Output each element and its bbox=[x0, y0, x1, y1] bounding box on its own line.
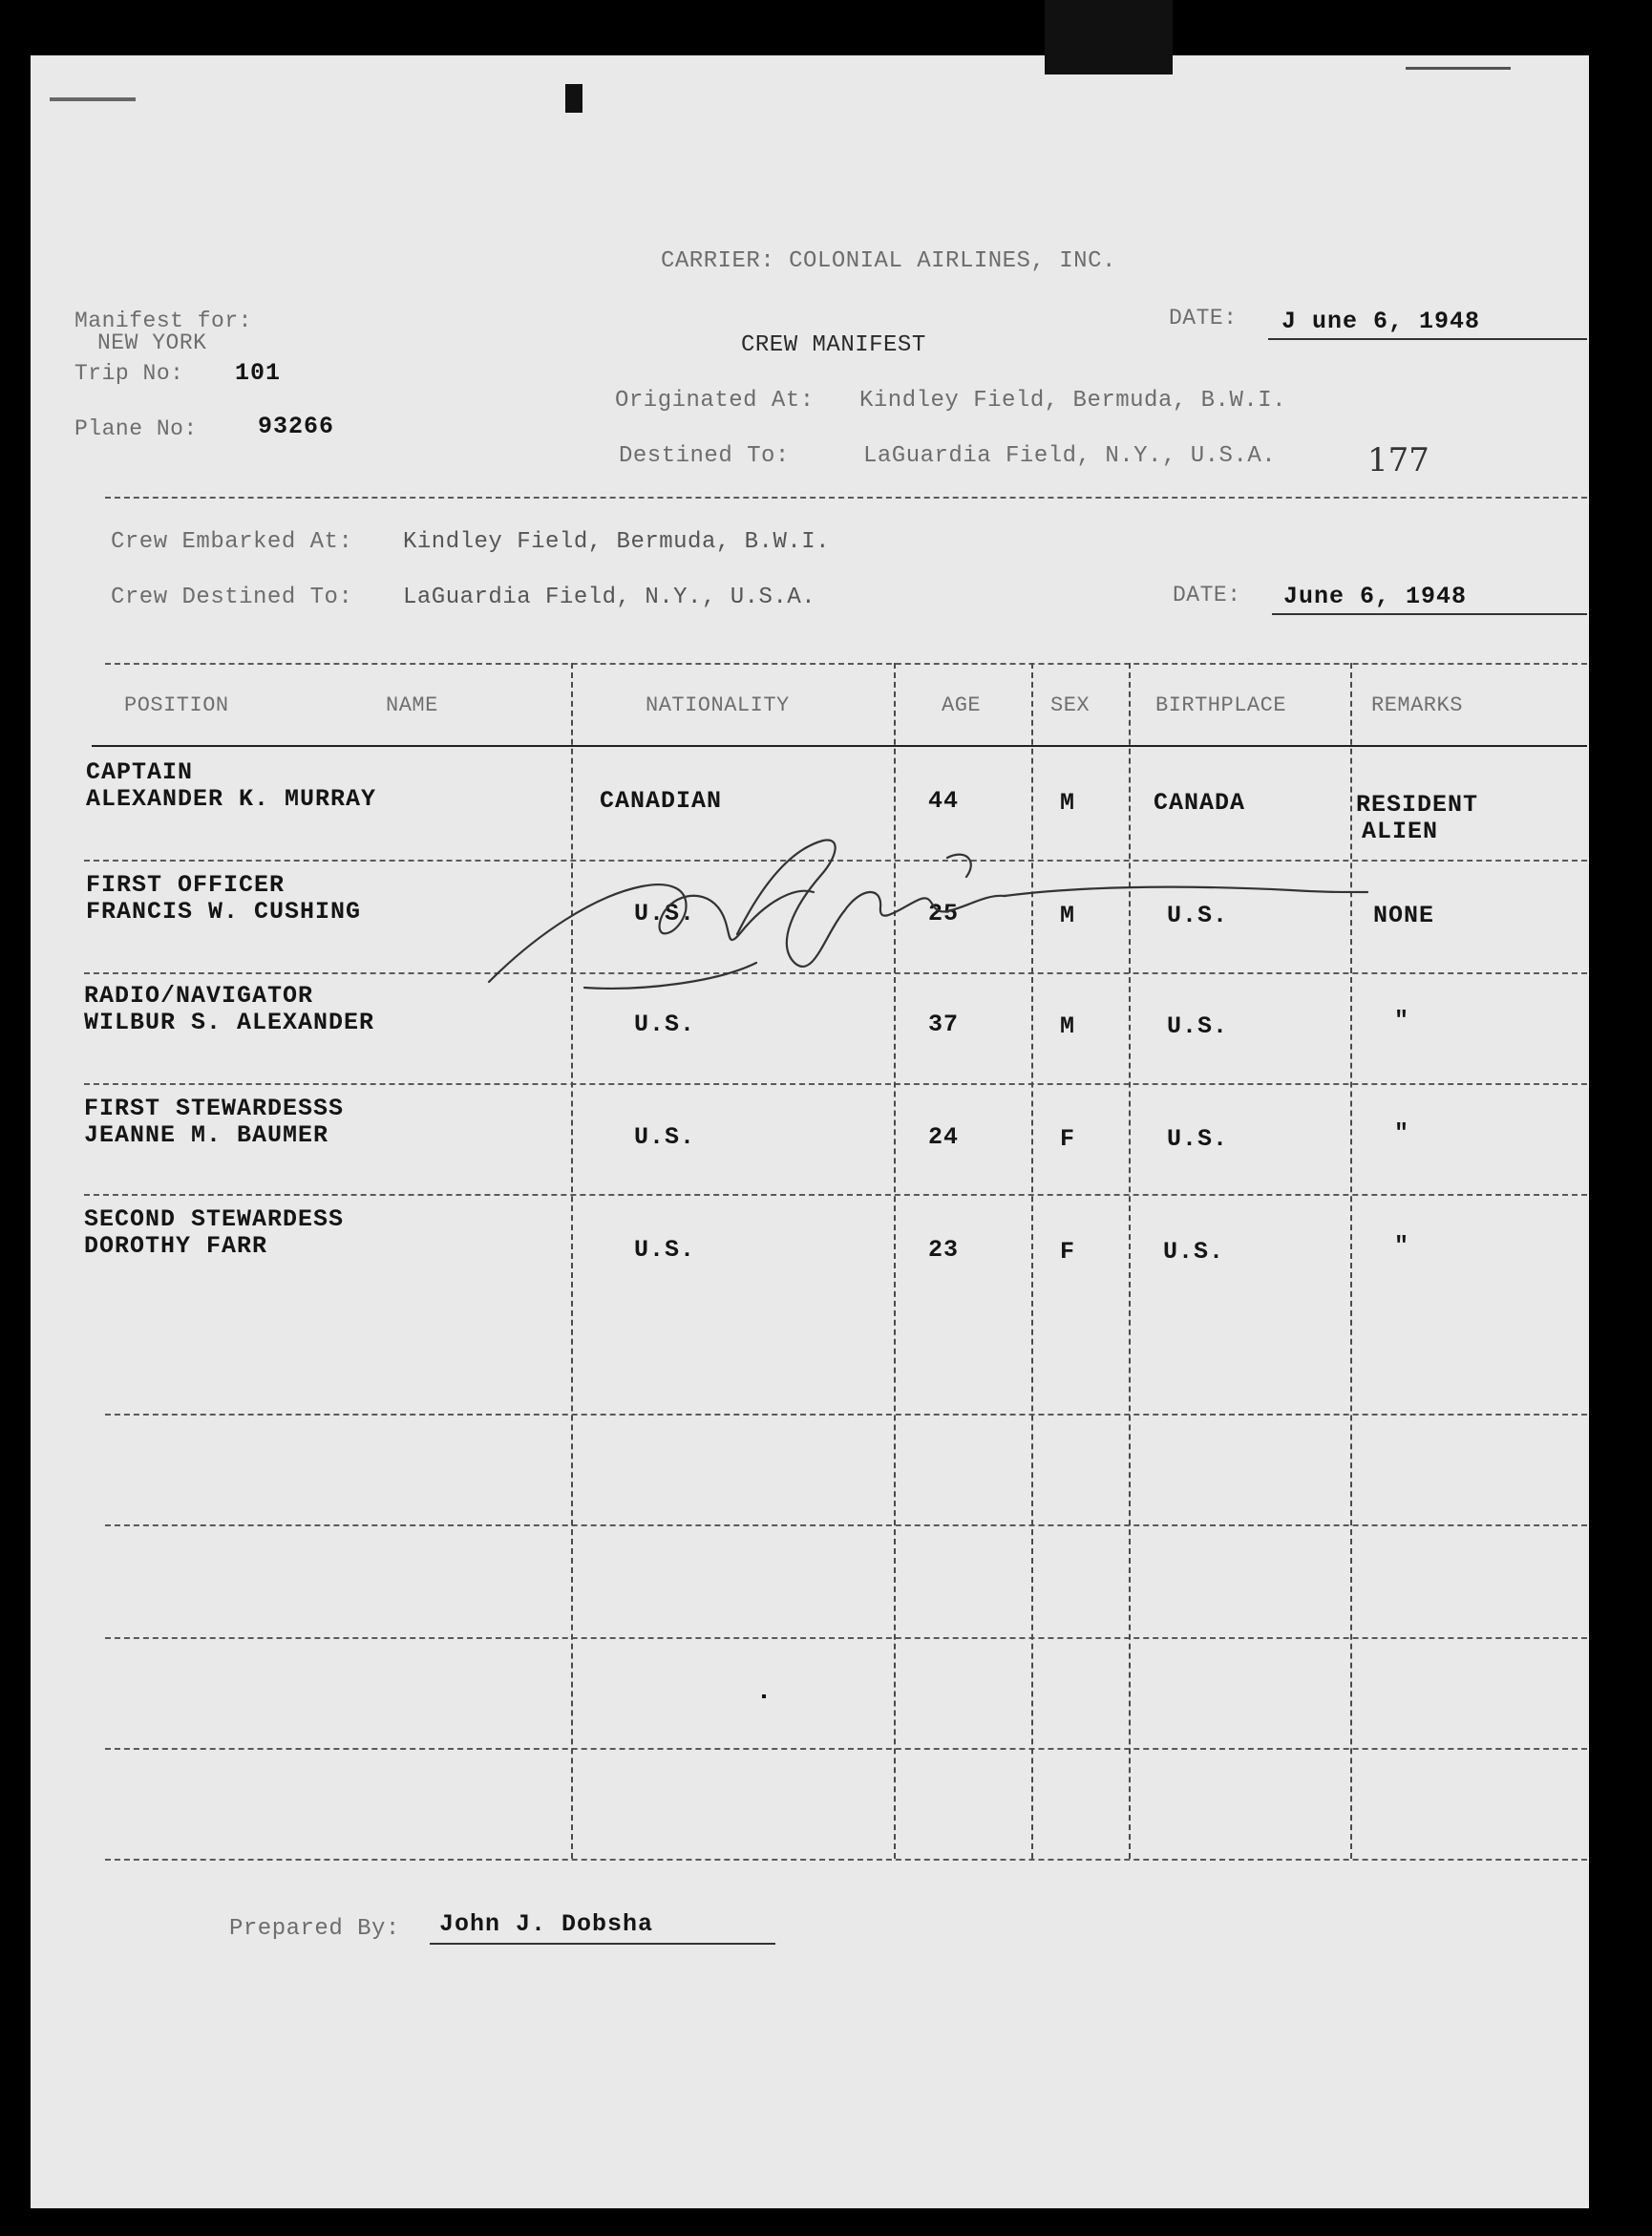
crew-destined-value: LaGuardia Field, N.Y., U.S.A. bbox=[403, 585, 816, 610]
header-nationality: NATIONALITY bbox=[646, 693, 790, 717]
manifest-for-value: NEW YORK bbox=[97, 330, 207, 355]
page-number: 177 bbox=[1367, 441, 1430, 479]
carrier-line: CARRIER: COLONIAL AIRLINES, INC. bbox=[661, 248, 1116, 274]
scan-artifact bbox=[1045, 0, 1173, 75]
row-3-remarks: " bbox=[1394, 1007, 1410, 1034]
header-remarks: REMARKS bbox=[1371, 693, 1463, 717]
row-4-remarks: " bbox=[1394, 1119, 1410, 1147]
row-3-position: RADIO/NAVIGATOR bbox=[84, 982, 314, 1010]
header-position: POSITION bbox=[124, 693, 229, 717]
divider-line bbox=[105, 497, 1587, 499]
row-4-name: JEANNE M. BAUMER bbox=[84, 1121, 329, 1149]
destined-value: LaGuardia Field, N.Y., U.S.A. bbox=[863, 443, 1277, 469]
row-line bbox=[105, 1859, 1587, 1861]
row-1-birthplace: CANADA bbox=[1154, 789, 1246, 817]
date-value: J une 6, 1948 bbox=[1281, 308, 1481, 335]
header-bottom-line bbox=[92, 745, 1587, 747]
trip-value: 101 bbox=[235, 359, 282, 387]
row-2-nationality: U.S. bbox=[634, 900, 696, 927]
row-3-nationality: U.S. bbox=[634, 1011, 696, 1038]
row-1-name: ALEXANDER K. MURRAY bbox=[86, 785, 377, 813]
header-sex: SEX bbox=[1050, 693, 1091, 717]
crew-embarked-label: Crew Embarked At: bbox=[111, 529, 353, 555]
row-2-sex: M bbox=[1060, 902, 1076, 929]
row-5-name: DOROTHY FARR bbox=[84, 1232, 268, 1260]
manifest-for-label: Manifest for: bbox=[74, 309, 252, 333]
prepared-by-value: John J. Dobsha bbox=[439, 1910, 654, 1938]
row-5-sex: F bbox=[1060, 1238, 1076, 1266]
row-4-sex: F bbox=[1060, 1125, 1076, 1153]
prepared-by-label: Prepared By: bbox=[229, 1916, 400, 1942]
scan-artifact bbox=[1406, 67, 1511, 70]
row-line bbox=[84, 1194, 1587, 1196]
row-4-birthplace: U.S. bbox=[1167, 1125, 1229, 1153]
crew-embarked-value: Kindley Field, Bermuda, B.W.I. bbox=[403, 529, 831, 555]
row-3-sex: M bbox=[1060, 1012, 1076, 1040]
row-3-birthplace: U.S. bbox=[1167, 1012, 1229, 1040]
row-5-remarks: " bbox=[1394, 1232, 1410, 1260]
row-2-remarks: NONE bbox=[1373, 902, 1435, 929]
row-line bbox=[105, 1748, 1587, 1750]
crew-date-value: June 6, 1948 bbox=[1283, 583, 1468, 610]
header-birthplace: BIRTHPLACE bbox=[1155, 693, 1287, 717]
row-1-remarks-line-2: ALIEN bbox=[1362, 818, 1439, 845]
row-3-name: WILBUR S. ALEXANDER bbox=[84, 1009, 375, 1036]
row-2-position: FIRST OFFICER bbox=[86, 871, 286, 899]
document-title: CREW MANIFEST bbox=[741, 332, 926, 358]
row-5-nationality: U.S. bbox=[634, 1236, 696, 1264]
scan-artifact bbox=[50, 97, 136, 101]
crew-date-label: DATE: bbox=[1173, 583, 1241, 607]
header-age: AGE bbox=[942, 693, 982, 717]
table-top-line bbox=[105, 663, 1587, 665]
row-2-birthplace: U.S. bbox=[1167, 902, 1229, 929]
row-1-nationality: CANADIAN bbox=[600, 787, 723, 815]
originated-value: Kindley Field, Bermuda, B.W.I. bbox=[859, 388, 1287, 414]
row-line bbox=[105, 1637, 1587, 1639]
row-5-age: 23 bbox=[928, 1236, 960, 1264]
originated-label: Originated At: bbox=[615, 388, 815, 414]
scan-artifact bbox=[565, 84, 582, 113]
plane-label: Plane No: bbox=[74, 416, 198, 441]
row-1-age: 44 bbox=[928, 787, 960, 815]
row-1-position: CAPTAIN bbox=[86, 758, 194, 786]
row-line bbox=[105, 1414, 1587, 1416]
row-5-position: SECOND STEWARDESS bbox=[84, 1205, 345, 1233]
row-1-remarks: RESIDENT bbox=[1356, 791, 1479, 819]
manifest-document bbox=[31, 55, 1589, 2208]
destined-label: Destined To: bbox=[619, 443, 790, 469]
row-4-nationality: U.S. bbox=[634, 1123, 696, 1151]
row-1-sex: M bbox=[1060, 789, 1076, 817]
trip-label: Trip No: bbox=[74, 361, 184, 386]
plane-value: 93266 bbox=[258, 413, 335, 440]
crew-date-underline bbox=[1272, 613, 1587, 615]
prepared-by-underline bbox=[430, 1943, 775, 1945]
row-line bbox=[105, 1524, 1587, 1526]
row-4-age: 24 bbox=[928, 1123, 960, 1151]
header-name: NAME bbox=[386, 693, 438, 717]
handwritten-signature bbox=[451, 820, 1387, 1030]
row-2-age: 25 bbox=[928, 900, 960, 927]
crew-destined-label: Crew Destined To: bbox=[111, 585, 353, 610]
row-4-position: FIRST STEWARDESSS bbox=[84, 1095, 345, 1122]
date-label: DATE: bbox=[1169, 306, 1238, 330]
row-3-age: 37 bbox=[928, 1011, 960, 1038]
scan-artifact bbox=[762, 1694, 766, 1698]
row-line bbox=[84, 1083, 1587, 1085]
date-underline bbox=[1268, 338, 1587, 340]
row-2-name: FRANCIS W. CUSHING bbox=[86, 898, 362, 926]
row-5-birthplace: U.S. bbox=[1163, 1238, 1225, 1266]
